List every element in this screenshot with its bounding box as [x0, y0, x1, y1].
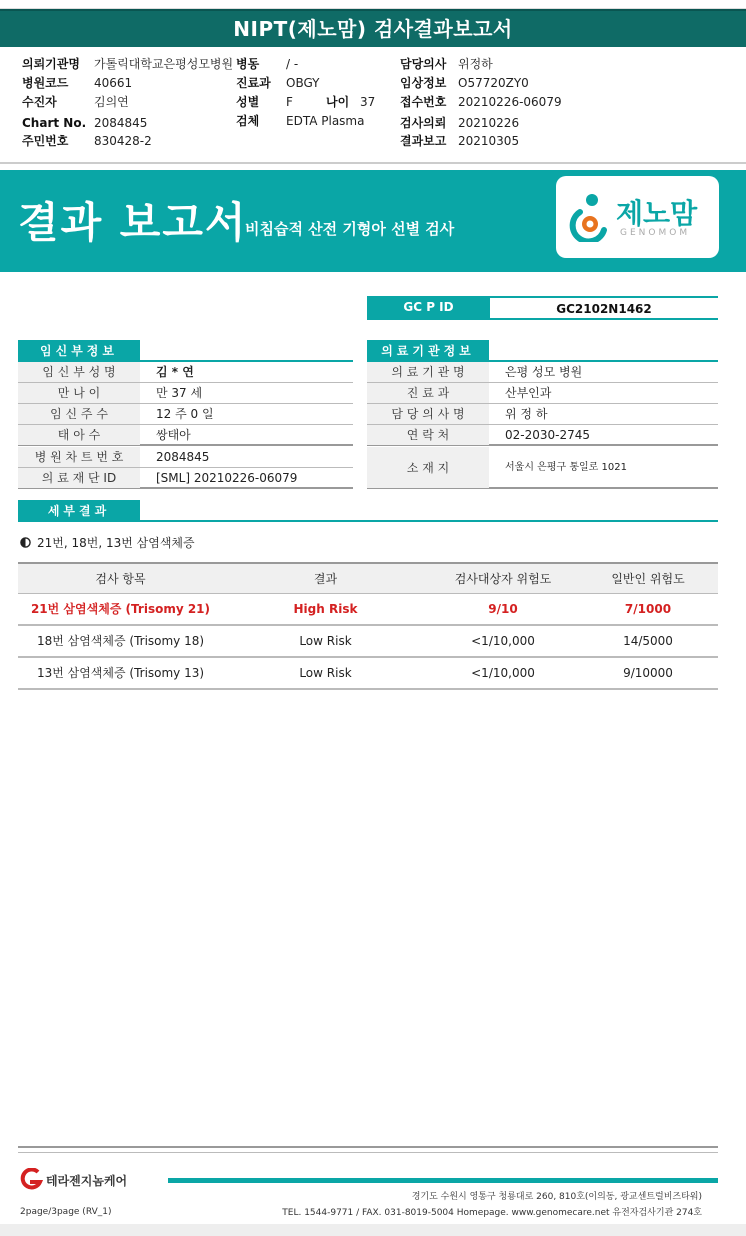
gcp-id-value: GC2102N1462 [490, 296, 718, 320]
header-left-0: 의뢰기관명 가톨릭대학교은평성모병원 [22, 57, 234, 71]
table-row: 21번 삼염색체증 (Trisomy 21) High Risk 9/10 7/1000 [18, 594, 718, 626]
banner-title: 결과 보고서 [18, 198, 248, 247]
col-header: 일반인 위험도 [611, 572, 685, 586]
header-left-2: 수진자 김의연 [22, 95, 129, 109]
details-line [18, 520, 718, 522]
institution-info-row: 연 락 처 02-2030-2745 [367, 425, 718, 446]
footer-line [18, 1152, 718, 1153]
institution-info-row: 의 료 기 관 명 은평 성모 병원 [367, 362, 718, 383]
footer-company: 테라젠지놈케어 [46, 1174, 128, 1188]
bottom-strip [0, 1224, 746, 1236]
header-right-2: 접수번호 20210226-06079 [400, 95, 562, 109]
logo-subtext: GENOMOM [620, 228, 691, 238]
half-circle-icon [20, 537, 31, 548]
header-right-3: 검사의뢰 20210226 [400, 116, 520, 130]
footer-line [18, 1146, 718, 1148]
header-separator [0, 162, 746, 164]
col-header: 결과 [313, 572, 338, 586]
banner-subtitle: 비침습적 산전 기형아 선별 검사 [245, 220, 455, 238]
top-strip [0, 0, 746, 9]
pregnant-info-row: 임 신 주 수 12 주 0 일 [18, 404, 353, 425]
pregnant-info-row: 만 나 이 만 37 세 [18, 383, 353, 404]
header-left-3: Chart No. 2084845 [22, 116, 148, 130]
header-age: 나이 37 [326, 95, 376, 109]
result-banner [0, 170, 746, 272]
details-bullet [20, 534, 195, 552]
table-row: 18번 삼염색체증 (Trisomy 18) Low Risk <1/10,000 14/5000 [18, 626, 718, 658]
details-heading: 세부결과 [18, 500, 140, 522]
report-title-bar [0, 9, 746, 47]
pregnant-info-row: 태 아 수 쌍태아 [18, 425, 353, 446]
report-title: NIPT(제노맘) 검사결과보고서 [233, 17, 513, 41]
institution-info-row: 진 료 과 산부인과 [367, 383, 718, 404]
header-right-1: 임상정보 O57720ZY0 [400, 76, 529, 90]
header-left-4: 주민번호 830428-2 [22, 134, 152, 148]
bullet-text: 21번, 18번, 13번 삼염색체증 [37, 536, 195, 550]
header-mid-1: 진료과 OBGY [236, 76, 320, 90]
institution-info-heading: 의료기관정보 [367, 340, 489, 362]
header-mid-3: 검체 EDTA Plasma [236, 114, 365, 128]
logo-text: 제노맘 [616, 197, 698, 230]
table-row: 13번 삼염색체증 (Trisomy 13) Low Risk <1/10,000 9/10000 [18, 658, 718, 690]
genomom-logo [556, 176, 719, 258]
pregnant-info-row: 임 신 부 성 명 김 * 연 [18, 362, 353, 383]
institution-info-row: 소 재 지 서울시 은평구 통일로 1021 [367, 447, 718, 489]
header-right-0: 담당의사 위정하 [400, 57, 493, 71]
footer-accent-bar [168, 1178, 718, 1183]
pregnant-info-heading: 임신부정보 [18, 340, 140, 362]
institution-info-row: 담 당 의 사 명 위 정 하 [367, 404, 718, 425]
pregnant-info-row: 병 원 차 트 번 호 2084845 [18, 447, 353, 468]
genomom-logo-icon [568, 192, 612, 242]
header-mid-2: 성별 F [236, 95, 293, 109]
header-left-1: 병원코드 40661 [22, 76, 133, 90]
header-right-4: 결과보고 20210305 [400, 134, 520, 148]
page-number: 2page/3page (RV_1) [20, 1207, 112, 1217]
col-header: 검사대상자 위험도 [454, 572, 552, 586]
footer-contact: TEL. 1544-9771 / FAX. 031-8019-5004 Homepage. www.genomecare.net 유전자검사기관 274호 [282, 1208, 702, 1218]
pregnant-info-row: 의 료 재 단 ID [SML] 20210226-06079 [18, 468, 353, 489]
col-header: 검사 항목 [95, 572, 146, 586]
footer-address: 경기도 수원시 영통구 청룡대로 260, 810호(이의동, 광교센트럴비즈타워) [411, 1192, 702, 1202]
results-header [18, 562, 718, 594]
header-mid-0: 병동 / - [236, 57, 299, 71]
theragen-logo-icon [14, 1168, 44, 1190]
gcp-id-label: GC P ID [367, 296, 490, 320]
